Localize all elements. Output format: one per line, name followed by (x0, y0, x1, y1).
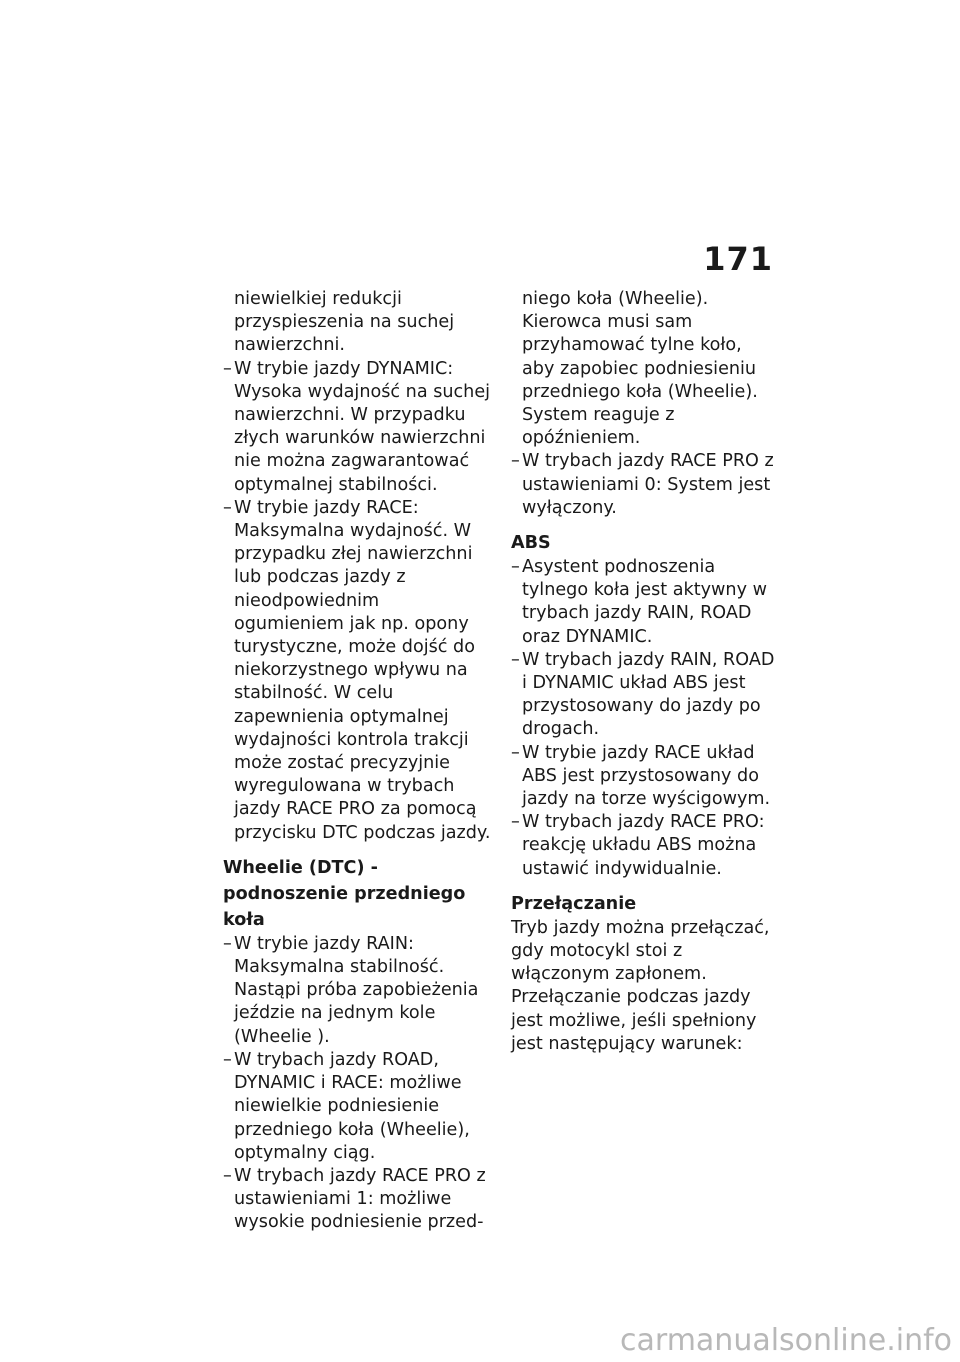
dash-bullet: – (511, 557, 520, 578)
section-heading-abs: ABS (511, 533, 551, 554)
left-intro-paragraph: niewielkiej redukcji przyspieszenia na suchej nawierzchni. (234, 289, 455, 356)
switching-paragraph: Tryb jazdy można przełączać, gdy motocykl stoi z włączonym zapłonem. Przełączanie podczas jazdy jest możliwe, jeśli spełniony jest następujący warunek: (511, 917, 770, 1054)
right-column (511, 288, 779, 1056)
list-item-text: W trybach jazdy ROAD, DYNAMIC i RACE: możliwe niewielkie podniesienie przedniego koła (Wheelie), optymalny ciąg. (234, 1049, 470, 1163)
watermark-text: carmanualsonline.info (620, 1323, 952, 1358)
list-item-text: W trybie jazdy RACE: Maksymalna wydajność. W przypadku złej nawierzchni lub podczas jazdy z nieodpowiednim ogumieniem jak np. opony turystyczne, może dojść do niekorzystnego wpływu na stabilność. W celu zapewnienia optymalnej wydajności kontrola trakcji może zostać precyzyjnie wyregulowana w trybach jazdy RACE PRO za pomocą przycisku DTC podczas jazdy. (234, 497, 491, 843)
list-item-text: W trybach jazdy RACE PRO: reakcję układu ABS można ustawić indywidualnie. (522, 812, 765, 879)
list-item-text: W trybach jazdy RACE PRO z ustawieniami 1: możliwe wysokie podniesienie przed- (234, 1165, 486, 1233)
list-item-text: W trybie jazdy RACE układ ABS jest przystosowany do jazdy na torze wyścigowym. (522, 742, 771, 810)
section-heading-switching: Przełączanie (511, 893, 637, 914)
list-item (511, 556, 779, 649)
list-item (511, 649, 779, 742)
list-item (223, 358, 491, 497)
list-item-text: W trybie jazdy RAIN: Maksymalna stabilność. Nastąpi próba zapobieżenia jeździe na jednym kole (Wheelie ). (234, 933, 479, 1047)
list-item (511, 742, 779, 812)
list-item (511, 811, 779, 881)
dash-bullet: – (223, 933, 232, 954)
dash-bullet: – (511, 812, 520, 833)
dash-bullet: – (511, 649, 520, 670)
dash-bullet: – (223, 358, 232, 379)
dash-bullet: – (511, 451, 520, 472)
right-intro-paragraph: niego koła (Wheelie). Kierowca musi sam przyhamować tylne koło, aby zapobiec podniesieniu przedniego koła (Wheelie). System reaguje z opóźnieniem. (522, 289, 758, 449)
dash-bullet: – (511, 742, 520, 763)
list-item (511, 450, 779, 520)
dash-bullet: – (223, 497, 232, 518)
list-item-text: W trybach jazdy RAIN, ROAD i DYNAMIC układ ABS jest przystosowany do jazdy po drogach. (522, 649, 775, 740)
list-item-text: W trybie jazdy DYNAMIC: Wysoka wydajność na suchej nawierzchni. W przypadku złych warunków nawierzchni nie można zagwarantować optymalnej stabilności. (234, 358, 491, 495)
page-number: 171 (703, 240, 773, 278)
section-heading-wheelie: Wheelie (DTC) - podnoszenie przedniego koła (223, 857, 466, 930)
list-item-text: W trybach jazdy RACE PRO z ustawieniami 0: System jest wyłączony. (522, 451, 774, 518)
list-item (223, 933, 491, 1049)
dash-bullet: – (223, 1165, 232, 1186)
dash-bullet: – (223, 1049, 232, 1070)
list-item (223, 1049, 491, 1165)
list-item-text: Asystent podnoszenia tylnego koła jest aktywny w trybach jazdy RAIN, ROAD oraz DYNAMIC. (522, 557, 767, 647)
list-item (223, 497, 491, 845)
left-column (223, 288, 491, 1235)
list-item (223, 1165, 491, 1235)
